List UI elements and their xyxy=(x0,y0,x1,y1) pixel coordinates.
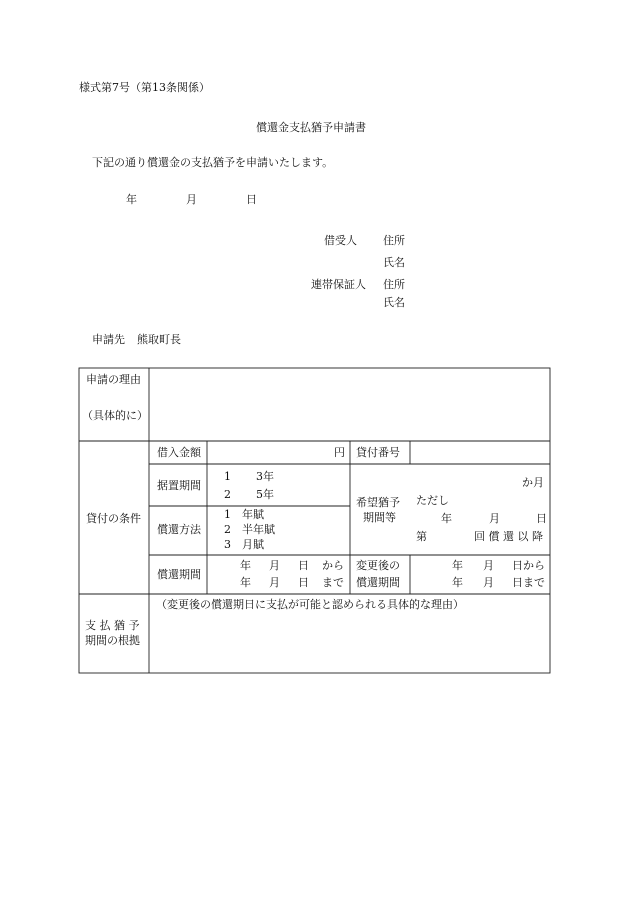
method-option-2: 2 半年賦 xyxy=(224,523,275,536)
changed-period-label: 変更後の xyxy=(356,559,400,572)
borrower-name-label: 氏名 xyxy=(383,256,405,269)
rp-start-year: 年 xyxy=(240,559,251,572)
loan-conditions-label: 貸付の条件 xyxy=(86,512,141,525)
loan-number-label: 貸付番号 xyxy=(356,446,400,459)
rp-start-day: 日 xyxy=(298,559,309,572)
borrower-address-label: 住所 xyxy=(383,234,405,247)
loan-amount-label: 借入金額 xyxy=(157,446,201,459)
table-outline xyxy=(79,368,550,673)
date-day: 日 xyxy=(246,193,257,206)
deferment-option-1-number: 1 xyxy=(224,470,231,483)
yen-unit: 円 xyxy=(334,446,345,459)
ch-from: 日から xyxy=(512,559,545,572)
ch-end-month: 月 xyxy=(483,576,494,589)
form-title: 償還金支払猶予申請書 xyxy=(256,121,366,134)
recipient-name: 熊取町長 xyxy=(137,333,181,346)
basis-label: 支 払 猶 予 xyxy=(85,619,140,632)
guarantor-name-label: 氏名 xyxy=(383,296,405,309)
rp-until: まで xyxy=(322,576,344,589)
kai-onwards-text: 回 償 還 以 降 xyxy=(474,530,543,543)
date-year: 年 xyxy=(126,193,137,206)
guarantor-label: 連帯保証人 xyxy=(311,278,366,291)
basis-sublabel: 期間の根拠 xyxy=(85,634,140,647)
from-month: 月 xyxy=(489,512,500,525)
deferment-option-2-number: 2 xyxy=(224,488,231,501)
intro-text: 下記の通り償還金の支払猶予を申請いたします。 xyxy=(92,156,334,169)
rp-from: から xyxy=(322,559,344,572)
basis-note: （変更後の償還期日に支払が可能と認められる具体的な理由） xyxy=(156,598,464,611)
ch-start-year: 年 xyxy=(452,559,463,572)
recipient-label: 申請先 xyxy=(92,333,125,346)
desired-deferment-label: 希望猶予 xyxy=(356,496,400,509)
from-day: 日 xyxy=(536,512,547,525)
method-option-1: 1 年賦 xyxy=(224,508,264,521)
months-unit: か月 xyxy=(522,476,544,489)
guarantor-address-label: 住所 xyxy=(383,278,405,291)
rp-end-month: 月 xyxy=(269,576,280,589)
repayment-period-label: 償還期間 xyxy=(157,568,201,581)
repayment-method-label: 償還方法 xyxy=(157,523,201,536)
tadashi-text: ただし xyxy=(416,494,449,507)
date-month: 月 xyxy=(186,193,197,206)
deferment-option-2: 5年 xyxy=(256,488,274,501)
ch-start-month: 月 xyxy=(483,559,494,572)
from-year: 年 xyxy=(441,512,452,525)
method-option-3: 3 月賦 xyxy=(224,538,264,551)
desired-deferment-sublabel: 期間等 xyxy=(363,511,396,524)
ch-end-year: 年 xyxy=(452,576,463,589)
deferment-period-label: 据置期間 xyxy=(157,479,201,492)
form-number: 様式第7号（第13条関係） xyxy=(79,81,210,94)
reason-label: 申請の理由 xyxy=(86,373,141,386)
rp-end-year: 年 xyxy=(240,576,251,589)
rp-end-day: 日 xyxy=(298,576,309,589)
reason-sub-label: （具体的に） xyxy=(82,409,148,422)
changed-period-sublabel: 償還期間 xyxy=(356,576,400,589)
dai-text: 第 xyxy=(416,530,427,543)
borrower-label: 借受人 xyxy=(324,234,357,247)
rp-start-month: 月 xyxy=(269,559,280,572)
deferment-option-1: 3年 xyxy=(256,470,274,483)
ch-until: 日まで xyxy=(512,576,545,589)
